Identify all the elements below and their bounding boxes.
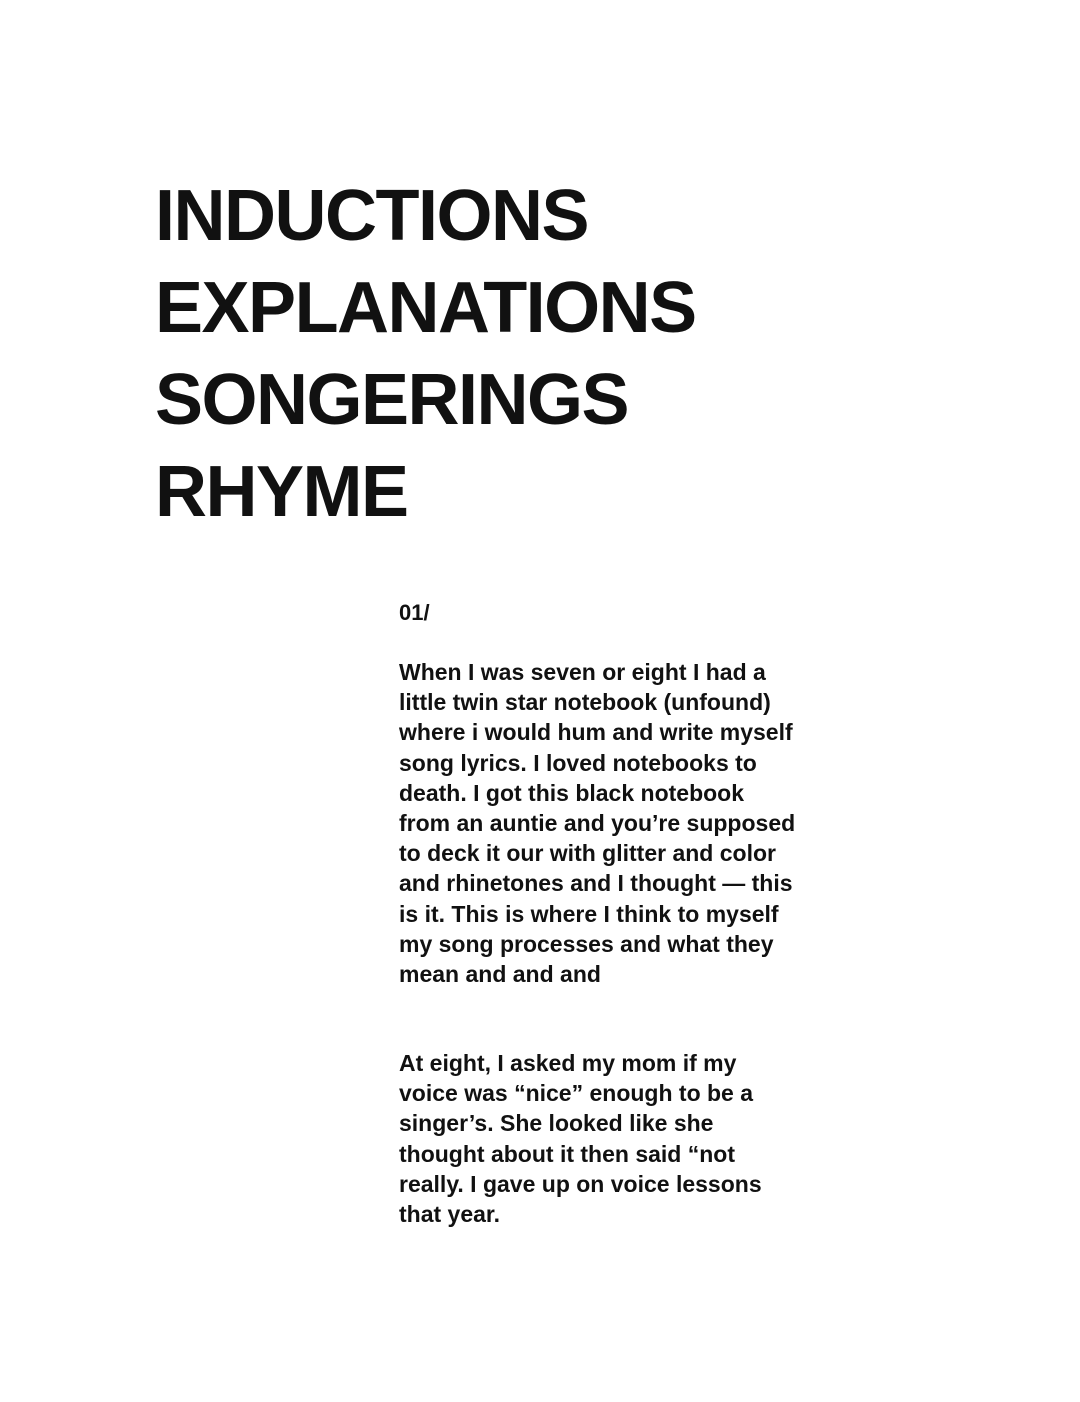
page-title (155, 170, 696, 538)
section-number: 01/ (399, 600, 430, 625)
title-line: SONGERINGS (155, 360, 629, 440)
paragraph-line: little twin star notebook (unfound) (399, 689, 771, 716)
paragraph-line: my song processes and what they (399, 930, 774, 957)
paragraph-line: where i would hum and write myself (399, 719, 793, 746)
paragraph-line: singer’s. She looked like she (399, 1110, 714, 1137)
paragraph-line: When I was seven or eight I had a (399, 659, 766, 685)
title-line: INDUCTIONS (155, 176, 588, 256)
paragraph-line: that year. (399, 1201, 500, 1228)
paragraph-line: voice was “nice” enough to be a (399, 1080, 754, 1107)
paragraph-line: death. I got this black notebook (399, 779, 745, 806)
paragraph-line: from an auntie and you’re supposed (399, 810, 796, 837)
paragraph-line: song lyrics. I loved notebooks to (399, 749, 757, 776)
paragraph-line: to deck it our with glitter and color (399, 840, 776, 867)
body-paragraph-2 (399, 1048, 839, 1229)
paragraph-line: is it. This is where I think to myself (399, 900, 779, 927)
paragraph-line: mean and and and (399, 961, 601, 988)
body-paragraph-1 (399, 657, 839, 989)
paragraph-line: thought about it then said “not (399, 1140, 735, 1167)
paragraph-line: and rhinetones and I thought — this (399, 870, 793, 897)
paragraph-line: At eight, I asked my mom if my (399, 1050, 737, 1076)
title-line: EXPLANATIONS (155, 268, 696, 348)
paragraph-line: really. I gave up on voice lessons (399, 1170, 762, 1197)
title-line: RHYME (155, 452, 408, 532)
